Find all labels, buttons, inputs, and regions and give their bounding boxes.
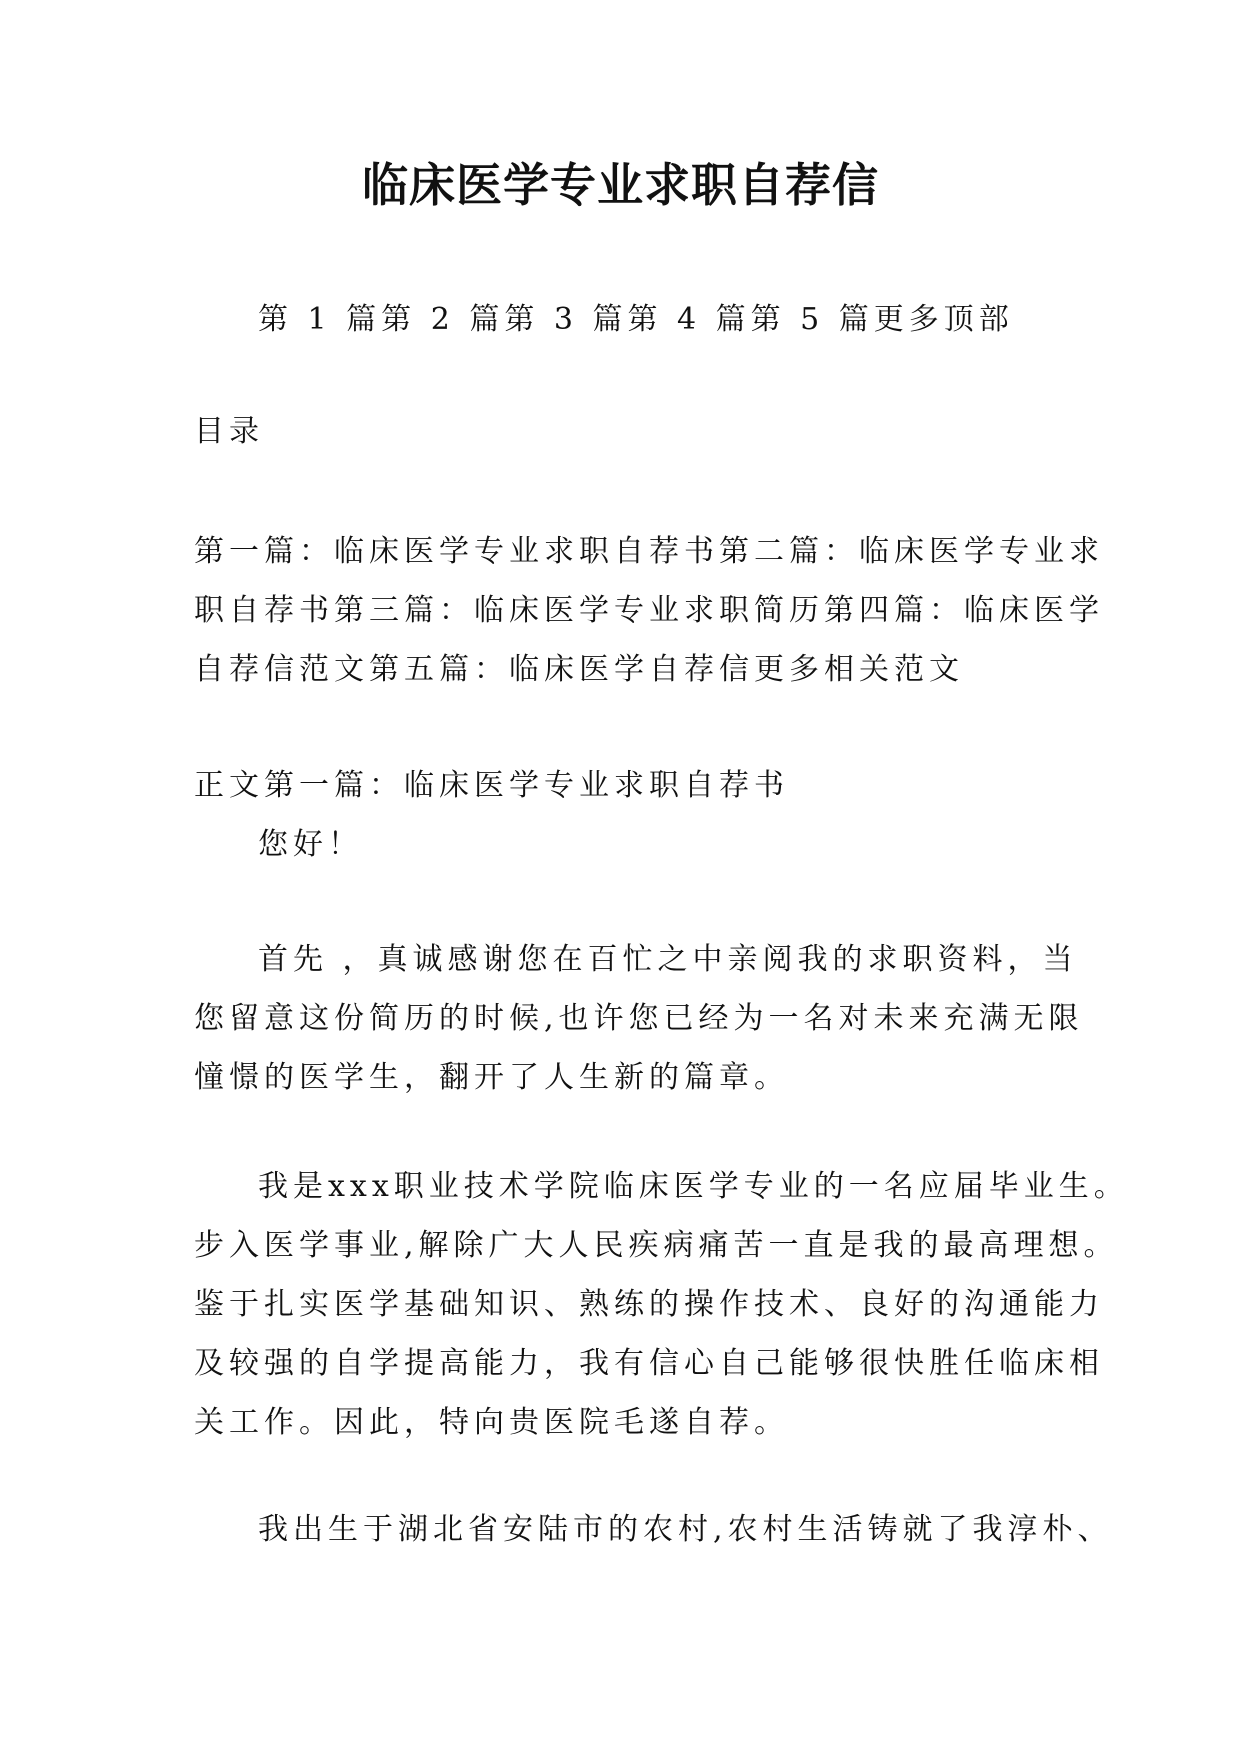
toc-line[interactable]: 第一篇：临床医学专业求职自荐书第二篇：临床医学专业求 [194, 534, 1104, 569]
paragraph-line: 我是xxx职业技术学院临床医学专业的一名应届毕业生。 [258, 1169, 1129, 1204]
paragraph-1 [194, 930, 1084, 1107]
chapter-nav [194, 290, 1064, 349]
paragraph-line: 步入医学事业,解除广大人民疾病痛苦一直是我的最高理想。 [194, 1228, 1119, 1263]
paragraph-2 [194, 1157, 1129, 1452]
paragraph-line: 我出生于湖北省安陆市的农村,农村生活铸就了我淳朴、 [258, 1512, 1113, 1547]
paragraph-line: 鉴于扎实医学基础知识、熟练的操作技术、良好的沟通能力 [194, 1287, 1104, 1322]
paragraph-3 [194, 1500, 1113, 1559]
paragraph-line: 关工作。因此，特向贵医院毛遂自荐。 [194, 1405, 789, 1440]
toc-line[interactable]: 自荐信范文第五篇：临床医学自荐信更多相关范文 [194, 652, 964, 687]
paragraph-line: 憧憬的医学生，翻开了人生新的篇章。 [194, 1060, 789, 1095]
paragraph-line: 首先 ，真诚感谢您在百忙之中亲阅我的求职资料，当 [258, 942, 1078, 977]
paragraph-line: 您留意这份简历的时候,也许您已经为一名对未来充满无限 [194, 1001, 1084, 1036]
chapter-nav-links[interactable]: 第 1 篇第 2 篇第 3 篇第 4 篇第 5 篇更多顶部 [258, 302, 1014, 337]
greeting [194, 815, 1064, 874]
body-heading-text: 正文第一篇：临床医学专业求职自荐书 [194, 768, 789, 803]
paragraph-line: 及较强的自学提高能力，我有信心自己能够很快胜任临床相 [194, 1346, 1104, 1381]
table-of-contents [194, 522, 1104, 699]
greeting-text: 您好！ [258, 827, 363, 862]
toc-line[interactable]: 职自荐书第三篇：临床医学专业求职简历第四篇：临床医学 [194, 593, 1104, 628]
toc-heading [194, 402, 1064, 461]
toc-heading-text: 目录 [194, 414, 264, 449]
body-heading [194, 756, 1064, 815]
document-title: 临床医学专业求职自荐信 [362, 158, 879, 212]
